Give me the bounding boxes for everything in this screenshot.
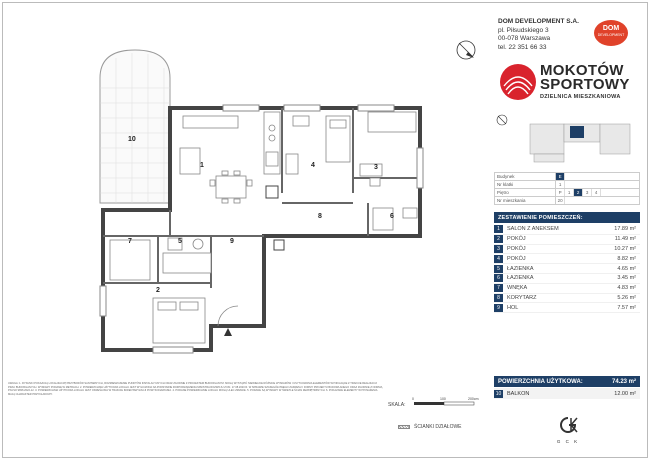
total-area	[494, 376, 640, 387]
room-row	[494, 284, 640, 294]
legend-label: ŚCIANKI DZIAŁOWE	[414, 424, 462, 430]
keyplan-compass-icon	[497, 115, 507, 125]
project-title-line2: SPORTOWY	[540, 76, 630, 93]
scale-tick-100: 100	[440, 397, 446, 401]
scale-label: SKALA:	[388, 402, 406, 408]
room-row	[494, 235, 640, 245]
room-row	[494, 245, 640, 255]
room-label-8: 8	[318, 213, 322, 220]
company-street: pl. Piłsudskiego 3	[498, 26, 549, 34]
room-area: 17.89 m²	[614, 226, 636, 233]
floor-cell: P	[556, 189, 565, 196]
rooms-heading: ZESTAWIENIE POMIESZCZEŃ:	[494, 212, 640, 223]
room-area: 11.49 m²	[614, 236, 636, 243]
room-row	[494, 264, 640, 274]
bedroom3-furniture	[360, 112, 416, 186]
gck-mark-icon	[558, 416, 578, 434]
bathroom5-fixtures	[163, 238, 211, 273]
rooms-list	[494, 225, 640, 313]
company-city: 00-078 Warszawa	[498, 35, 551, 42]
room-name: WNĘKA	[507, 285, 528, 292]
room-row	[494, 254, 640, 264]
room-label-3: 3	[374, 164, 378, 171]
living-furniture	[180, 148, 252, 203]
project-subtitle: DZIELNICA MIESZKANIOWA	[540, 94, 621, 100]
room-area: 4.65 m²	[617, 265, 636, 272]
shafts	[266, 186, 284, 250]
balcony-number: 10	[495, 390, 502, 397]
entrance-arrow-icon	[224, 328, 232, 336]
room-number: 8	[494, 294, 503, 302]
room-label-9: 9	[230, 238, 234, 245]
floor-cell: 1	[565, 189, 574, 196]
room-name: KORYTARZ	[507, 294, 537, 301]
room-label-2: 2	[156, 287, 160, 294]
project-title	[540, 64, 630, 92]
room-name: ŁAZIENKA	[507, 275, 534, 282]
dom-logo-subtext: DEVELOPMENT	[597, 33, 625, 37]
bathroom6-fixtures	[373, 208, 417, 230]
room-name: POKÓJ	[507, 255, 526, 262]
project-logo-icon	[498, 62, 538, 102]
floor-plan	[8, 28, 488, 378]
room-area: 10.27 m²	[614, 245, 636, 252]
room-area: 8.82 m²	[617, 255, 636, 262]
room-number: 5	[494, 265, 503, 273]
room-label-10: 10	[128, 136, 136, 143]
room-label-1: 1	[200, 162, 204, 169]
location-table	[494, 172, 640, 205]
room-area: 5.26 m²	[617, 294, 636, 301]
company-name: DOM DEVELOPMENT S.A.	[498, 18, 579, 25]
building-value: E	[556, 173, 565, 180]
room-label-6: 6	[390, 213, 394, 220]
project-title-line1: MOKOTÓW	[540, 62, 624, 79]
partition-swatch	[398, 425, 410, 429]
room-area: 7.57 m²	[617, 304, 636, 311]
room-name: ŁAZIENKA	[507, 265, 534, 272]
room-number: 3	[494, 245, 503, 253]
dom-logo	[594, 20, 628, 46]
stair-value: 1	[556, 181, 565, 188]
room-row	[494, 303, 640, 313]
location-row-building	[495, 173, 640, 181]
notes-text: UWAGA: 1. RYSUNKI POKAZUJĄ LOKALIZACJĘ PRZYBORÓW SANITARNYCH, ROZMIESZCZENIE PUNKTÓW INSTALACYJNYCH ORAZ ZGODNIE Z PROJEKTEM BUDOWLANYM. MOGĄ WYSTĄPIĆ NIEWIELKIE RÓŻNICE WYMIARÓW I USYTUOWANIA ELEMENTÓW WYNIKAJĄCE Z TRAKCIE REALIZACJI PRAC BUDOWLANYCH. WYMIARY PODANE W METRACH. 2. POWIERZCHNIA UŻYTKOWA LOKALU JEST WYLICZONA NA PODSTAWIE ROZPORZĄDZENIA MINISTRA ROZWOJU Z DN. 17.08.2020 R. W SPRAWIE SZCZEGÓŁOWEGO ZAKRESU I FORMY PROJEKTU BUDOWLANEGO ORAZ ZGODNIE Z NORMĄ PN-ISO 9836:2022-12. 3. POWIERZCHNIA UŻYTKOWA LOKALU JEST OKREŚLONA W TRAKCIE INWENTARYZACJI POWYKONAWCZEJ. 4. PODANE POWIERZCHNIE LOKALU MOGĄ ULEC ZMIANIE. 5. PODANE SĄ WYMIARY W ŚWIETLE ŚCIAN ZEWNĘTRZNYCH. 6. POKAZANE ELEMENTY WYPOSAŻENIA MAJĄ CHARAKTER PRZYKŁADOWY.	[8, 382, 383, 397]
floor-label: Piętro	[495, 189, 556, 197]
room-name: POKÓJ	[507, 245, 526, 252]
location-row-apartment	[495, 197, 640, 205]
room-label-7: 7	[128, 238, 132, 245]
room-row	[494, 225, 640, 235]
room-number: 1	[494, 225, 503, 233]
gck-text: G C K	[556, 439, 580, 444]
scale-tick-0: 0	[412, 397, 414, 401]
room-name: POKÓJ	[507, 236, 526, 243]
balcony-name: BALKON	[507, 390, 530, 397]
floor-cell: 3	[583, 189, 592, 196]
apartment-label: Nr mieszkania	[495, 197, 556, 205]
project-branding	[496, 58, 640, 106]
building-label: Budynek	[495, 173, 556, 181]
total-area-label: POWIERZCHNIA UŻYTKOWA:	[498, 378, 583, 385]
room-number: 7	[494, 284, 503, 292]
scale-graphic	[412, 396, 482, 408]
room-row	[494, 274, 640, 284]
balcony-area: 12.00 m²	[614, 390, 636, 397]
balcony-row	[494, 388, 640, 399]
room-row	[494, 294, 640, 304]
legend	[398, 424, 462, 430]
balcony-area	[100, 50, 170, 203]
location-row-stair	[495, 181, 640, 189]
scale-tick-200: 200cm	[468, 397, 479, 401]
company-phone: tel. 22 351 66 33	[498, 43, 547, 51]
room-name: HOL	[507, 304, 519, 311]
info-sidebar	[494, 12, 642, 452]
room-number: 6	[494, 274, 503, 282]
dom-logo-text: DOM	[602, 25, 620, 32]
room-label-5: 5	[178, 238, 182, 245]
room-name: SALON Z ANEKSEM	[507, 226, 559, 233]
total-area-value: 74.23 m²	[611, 378, 636, 385]
scale-bar	[388, 394, 488, 408]
location-row-floor	[495, 189, 640, 197]
room-area: 4.83 m²	[617, 285, 636, 292]
company-info	[498, 18, 579, 52]
key-plan	[494, 110, 640, 168]
room-number: 4	[494, 255, 503, 263]
floor-cell: 4	[592, 189, 601, 196]
room-number: 9	[494, 304, 503, 312]
room-area: 3.45 m²	[617, 275, 636, 282]
stair-label: Nr klatki	[495, 181, 556, 189]
apartment-value: 20	[556, 197, 565, 204]
room-number: 2	[494, 235, 503, 243]
floor-cell-active: 2	[574, 189, 583, 196]
room-label-4: 4	[311, 162, 315, 169]
entrance-door[interactable]	[218, 306, 238, 326]
gck-logo	[548, 416, 588, 448]
compass-icon	[457, 41, 475, 59]
